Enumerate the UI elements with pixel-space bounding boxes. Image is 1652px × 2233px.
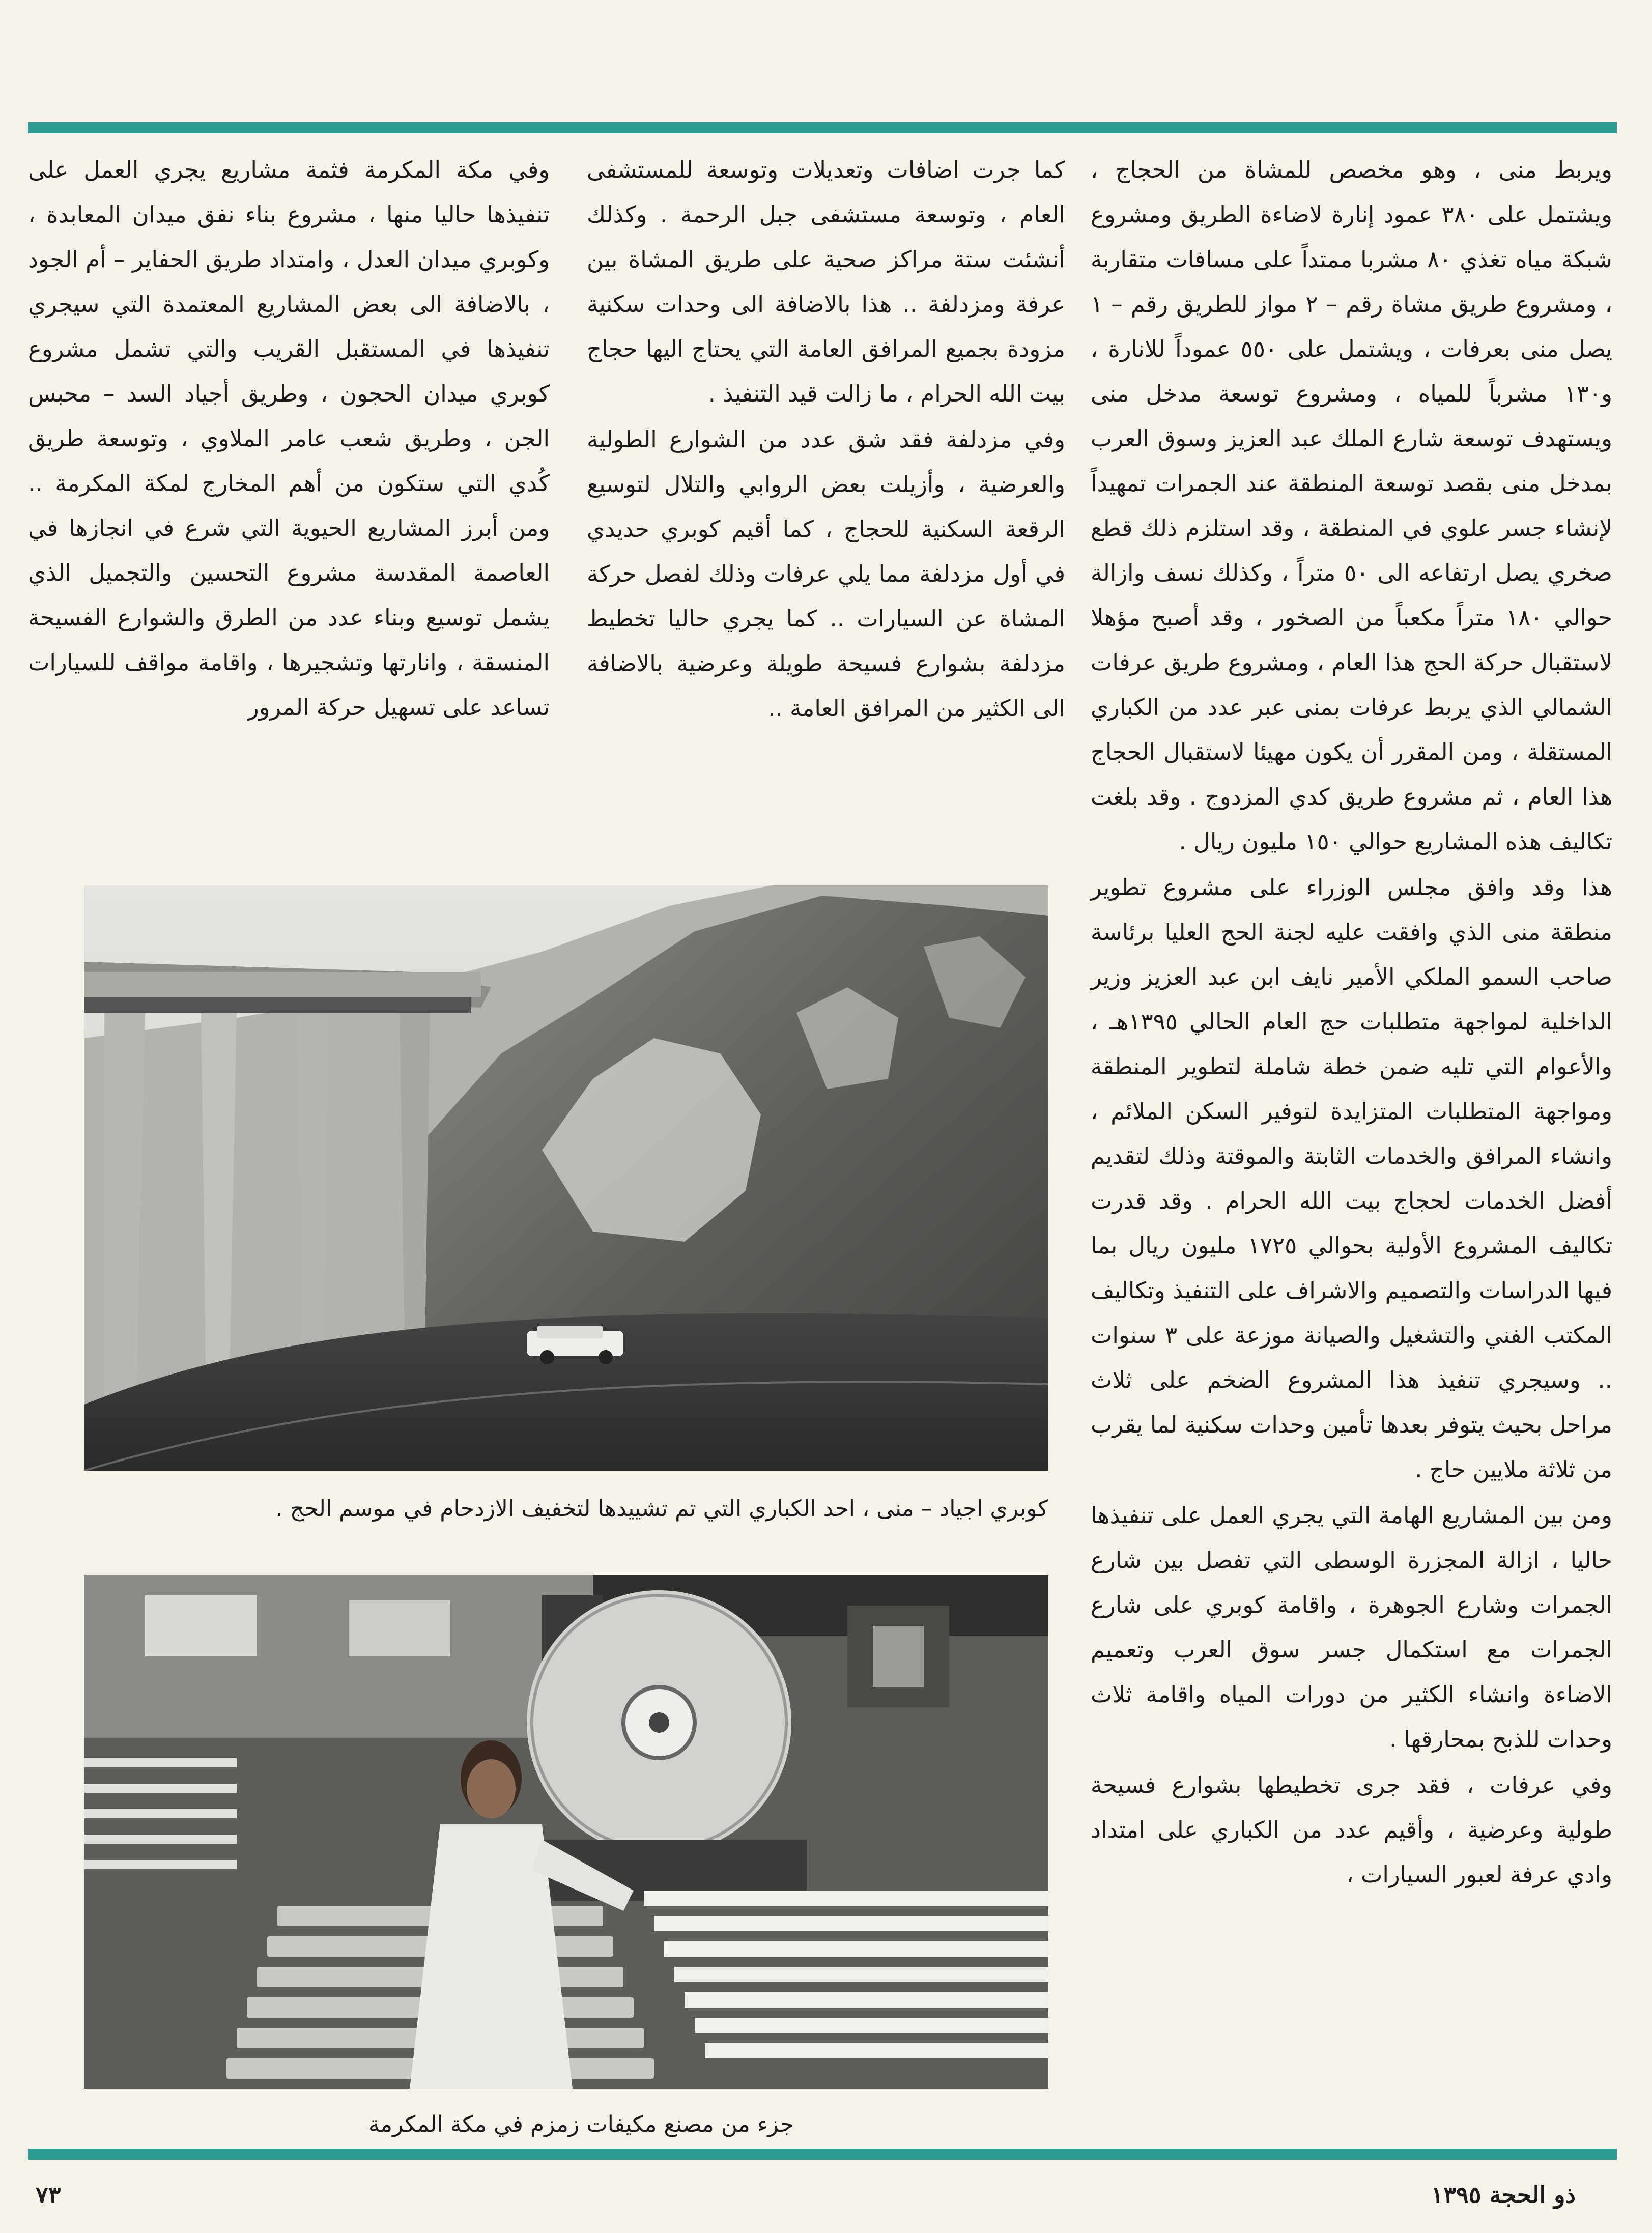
page-number: ٧٣ <box>36 2181 61 2209</box>
paragraph: وفي مكة المكرمة فثمة مشاريع يجري العمل على تنفيذها حاليا منها ، مشروع بناء نفق ميدان المعابدة ، وكوبري ميدان العدل ، وامتداد طريق الحفاير – أم الجود ، بالاضافة الى بعض المشاريع المعتمدة التي سيجري تنفيذها في المستقبل القريب والتي تشمل مشروع كوبري ميدان الحجون ، وطريق أجياد السد – محبس الجن ، وطريق شعب عامر الملاوي ، وتوسعة طريق كُدي التي ستكون من أهم المخارج لمكة المكرمة .. ومن أبرز المشاريع الحيوية التي شرع في انجازها في العاصمة المقدسة مشروع التحسين والتجميل الذي يشمل توسيع وبناء عدد من الطرق والشوارع الفسيحة المنسقة ، وانارتها وتشجيرها ، واقامة مواقف للسيارات تساعد على تسهيل حركة المرور <box>28 156 550 721</box>
paragraph: كما جرت اضافات وتعديلات وتوسعة للمستشفى العام ، وتوسعة مستشفى جبل الرحمة . وكذلك أنشئت ستة مراكز صحية على طريق المشاة بين عرفة ومزدلفة .. هذا بالاضافة الى وحدات سكنية مزودة بجميع المرافق العامة التي يحتاج اليها حجاج بيت الله الحرام ، ما زالت قيد التنفيذ . <box>587 156 1065 407</box>
paragraph: ويربط منى ، وهو مخصص للمشاة من الحجاج ، ويشتمل على ٣٨٠ عمود إنارة لاضاءة الطريق ومشروع شبكة مياه تغذي ٨٠ مشربا ممتداً على مسافات متقاربة ، ومشروع طريق مشاة رقم – ٢ مواز للطريق رقم – ١ يصل منى بعرفات ، ويشتمل على ٥٥٠ عموداً للانارة ، و١٣٠ مشرباً للمياه ، ومشروع توسعة مدخل منى ويستهدف توسعة شارع الملك عبد العزيز وسوق العرب بمدخل منى بقصد توسعة المنطقة عند الجمرات تمهيداً لإنشاء جسر علوي في المنطقة ، وقد استلزم ذلك قطع صخري يصل ارتفاعه الى ٥٠ متراً ، وكذلك نسف وازالة حوالي ١٨٠ متراً مكعباً من الصخور ، وقد أصبح مؤهلا لاستقبال حركة الحج هذا العام ، ومشروع طريق عرفات الشمالي الذي يربط عرفات بمنى عبر عدد من الكباري المستقلة ، ومن المقرر أن يكون مهيئا لاستقبال الحجاج هذا العام ، ثم مشروع طريق كدي المزدوج . وقد بلغت تكاليف هذه المشاريع حوالي ١٥٠ مليون ريال . <box>1091 156 1613 855</box>
factory-photo <box>84 1575 1048 2089</box>
article-column-left <box>28 148 550 730</box>
paragraph: وفي مزدلفة فقد شق عدد من الشوارع الطولية والعرضية ، وأزيلت بعض الروابي والتلال لتوسيع الرقعة السكنية للحجاج ، كما أقيم كوبري حديدي في أول مزدلفة مما يلي عرفات وذلك لفصل حركة المشاة عن السيارات .. كما يجري حاليا تخطيط مزدلفة بشوارع فسيحة طويلة وعرضية بالاضافة الى الكثير من المرافق العامة .. <box>587 426 1065 722</box>
article-column-right <box>1091 148 1612 1897</box>
issue-date: ذو الحجة ١٣٩٥ <box>1431 2181 1576 2209</box>
paragraph: وفي عرفات ، فقد جرى تخطيطها بشوارع فسيحة طولية وعرضية ، وأقيم عدد من الكباري على امتداد وادي عرفة لعبور السيارات ، <box>1091 1771 1612 1888</box>
bottom-rule <box>28 2149 1617 2160</box>
paragraph: هذا وقد وافق مجلس الوزراء على مشروع تطوير منطقة منى الذي وافقت عليه لجنة الحج العليا برئاسة صاحب السمو الملكي الأمير نايف ابن عبد العزيز وزير الداخلية لمواجهة متطلبات حج العام الحالي ١٣٩٥هـ ، والأعوام التي تليه ضمن خطة شاملة لتطوير المنطقة ومواجهة المتطلبات المتزايدة لتوفير السكن الملائم ، وانشاء المرافق والخدمات الثابتة والموقتة وذلك لتقديم أفضل الخدمات لحجاج بيت الله الحرام . وقد قدرت تكاليف المشروع الأولية بحوالي ١٧٢٥ مليون ريال بما فيها الدراسات والتصميم والاشراف على التنفيذ وتكاليف المكتب الفني والتشغيل والصيانة موزعة على ٣ سنوات .. وسيجري تنفيذ هذا المشروع الضخم على ثلاث مراحل بحيث يتوفر بعدها تأمين وحدات سكنية لما يقرب من ثلاثة ملايين حاج . <box>1091 874 1613 1483</box>
factory-photo-caption: جزء من مصنع مكيفات زمزم في مكة المكرمة <box>368 2111 794 2137</box>
article-column-middle <box>587 148 1065 731</box>
bridge-photo <box>84 885 1048 1471</box>
paragraph: ومن بين المشاريع الهامة التي يجري العمل على تنفيذها حاليا ، ازالة المجزرة الوسطى التي تفصل بين شارع الجمرات وشارع الجوهرة ، واقامة كوبري على شارع الجمرات مع استكمال جسر سوق العرب وتعميم الاضاءة وانشاء الكثير من دورات المياه واقامة ثلاث وحدات للذبح بمحارقها . <box>1091 1502 1612 1753</box>
top-rule <box>28 122 1617 133</box>
bridge-photo-caption: كوبري اجياد – منى ، احد الكباري التي تم تشييدها لتخفيف الازدحام في موسم الحج . <box>275 1496 1048 1522</box>
